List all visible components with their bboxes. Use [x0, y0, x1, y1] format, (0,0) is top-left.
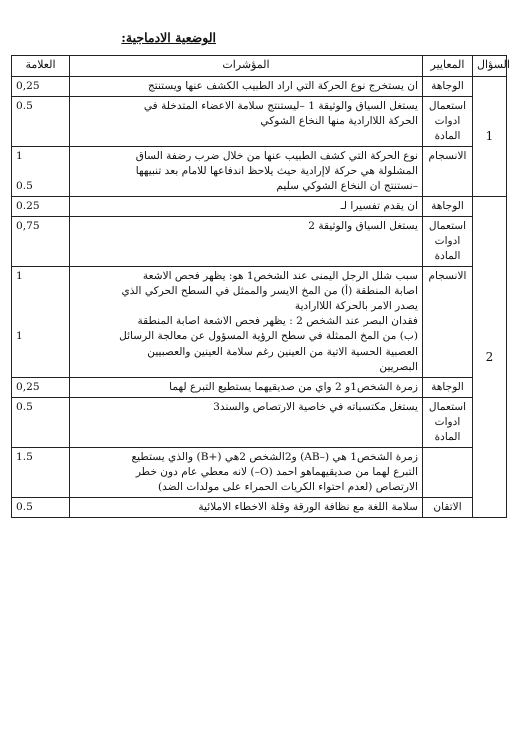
- table-row: [12, 97, 507, 147]
- criterion-cell: [423, 77, 473, 97]
- indicator-line: البصريين: [379, 360, 418, 373]
- mark-value: 0,25: [16, 380, 40, 393]
- indicator-line: زمرة الشخص1 هي (–AB) و2الشخص 2هي (+B) والذي يستطيع: [131, 450, 418, 463]
- criterion-cell: [423, 217, 473, 267]
- criterion-cell: [423, 267, 473, 377]
- header-mark: العلامة: [12, 56, 70, 77]
- indicator-line: ان يقدم تفسيرا لـ: [340, 200, 418, 213]
- question-cell: [473, 197, 507, 518]
- table-row: [12, 77, 507, 97]
- mark-cell: [12, 217, 70, 267]
- table-row: [12, 377, 507, 397]
- mark-value: 1: [16, 150, 23, 163]
- criterion-label: ادوات: [434, 235, 461, 248]
- mark-value: 0.25: [16, 200, 40, 213]
- indicator-cell: [70, 77, 423, 97]
- table-row: [12, 267, 507, 377]
- indicator-cell: [70, 217, 423, 267]
- mark-value: 0.5: [16, 500, 33, 513]
- question-cell: [473, 77, 507, 197]
- indicator-line: سلامة اللغة مع نظافة الورقة وقلة الاخطاء الاملائية: [198, 500, 418, 513]
- mark-value: 0.5: [16, 180, 33, 193]
- mark-value: [16, 164, 65, 179]
- table-row: [12, 217, 507, 267]
- indicator-line: –نستنتج ان النخاع الشوكي سليم: [276, 180, 418, 193]
- indicator-cell: [70, 147, 423, 197]
- indicator-line: اصابة المنطقة (أ) من المخ الايسر والممثل في السطح الحركي الذي: [121, 285, 418, 298]
- indicator-line: العصبية الحسية الاتية من العينين رغم سلامة العينين والعصبيين: [147, 345, 418, 358]
- mark-cell: [12, 497, 70, 517]
- criterion-label: ادوات: [434, 115, 461, 128]
- indicator-cell: [70, 267, 423, 377]
- mark-value: [16, 360, 65, 375]
- header-row: [12, 56, 507, 77]
- mark-value: [16, 284, 65, 299]
- indicator-line: سبب شلل الرجل اليمنى عند الشخص1 هو: يظهر فحص الاشعة: [142, 270, 418, 283]
- table-body: [12, 77, 507, 518]
- mark-cell: [12, 197, 70, 217]
- indicator-cell: [70, 197, 423, 217]
- criterion-label: استعمال: [428, 220, 467, 233]
- indicator-cell: [70, 497, 423, 517]
- mark-cell: [12, 397, 70, 447]
- indicator-line: (ب) من المخ الممثلة في سطح الرؤية المسؤول عن معالجة الرسائل: [119, 330, 418, 343]
- mark-value: [16, 345, 65, 360]
- header-indicators: المؤشرات: [70, 56, 423, 77]
- indicator-line: يستغل السياق والوثيقة 1 –ليستنتج سلامة الاعضاء المتدخلة في: [143, 100, 418, 113]
- table-row: [12, 197, 507, 217]
- mark-value: [16, 314, 65, 329]
- page-title: الوضعية الادماجية:: [121, 30, 216, 45]
- indicator-line: نوع الحركة التي كشف الطبيب عنها من خلال ضرب رضفة الساق: [135, 150, 418, 163]
- question-number: 2: [485, 349, 494, 364]
- criterion-label: المادة: [434, 250, 461, 263]
- indicator-line: الارتصاص (لعدم احتواء الكريات الحمراء على مولدات الضد): [157, 480, 418, 493]
- mark-value: 0.5: [16, 400, 33, 413]
- mark-cell: [12, 77, 70, 97]
- indicator-line: الحركة اللاارادية منها النخاع الشوكي: [260, 115, 418, 128]
- mark-cell: [12, 97, 70, 147]
- grading-table: [11, 55, 510, 518]
- criterion-label: الاتقان: [433, 500, 462, 513]
- criterion-label: الوجاهة: [431, 200, 464, 213]
- table-row: [12, 497, 507, 517]
- indicator-line: فقدان البصر عند الشخص 2 : يظهر فحص الاشعة اصابة المنطقة: [137, 315, 418, 328]
- indicator-cell: [70, 447, 423, 497]
- criterion-label: استعمال: [428, 100, 467, 113]
- criterion-cell: [423, 377, 473, 397]
- criterion-cell: [423, 97, 473, 147]
- header-question: السؤال: [473, 56, 507, 77]
- indicator-cell: [70, 97, 423, 147]
- criterion-label: استعمال: [428, 400, 467, 413]
- criterion-cell: [423, 497, 473, 517]
- mark-value: [16, 299, 65, 314]
- mark-cell: [12, 377, 70, 397]
- indicator-cell: [70, 377, 423, 397]
- criterion-cell: [423, 147, 473, 197]
- criterion-cell: [423, 397, 473, 447]
- criterion-label: الوجاهة: [431, 380, 464, 393]
- criterion-cell: [423, 447, 473, 497]
- criterion-label: الانسجام: [428, 150, 467, 163]
- mark-value: 0,75: [16, 220, 40, 233]
- criterion-label: ادوات: [434, 415, 461, 428]
- indicator-line: زمرة الشخص1و 2 واي من صديقيهما يستطيع التبرع لهما: [169, 380, 418, 393]
- mark-cell: [12, 447, 70, 497]
- header-criteria: المعايير: [423, 56, 473, 77]
- mark-value: 1.5: [16, 450, 33, 463]
- mark-value: 1: [16, 330, 23, 343]
- indicator-line: ان يستخرج نوع الحركة التي اراد الطبيب الكشف عنها ويستنتج: [147, 80, 418, 92]
- indicator-line: التبرع لهما من صديقيهماهو احمد (O–) لانه معطي عام دون خطر: [135, 465, 418, 478]
- criterion-label: الوجاهة: [431, 80, 464, 92]
- indicator-line: يصدر الامر بالحركة اللاارادية: [294, 300, 418, 313]
- indicator-line: المشلولة هي حركة لاإرادية حيث يلاحظ اندفاعها للامام بعد تنبيهها: [135, 165, 418, 178]
- criterion-label: المادة: [434, 130, 461, 143]
- table-row: [12, 147, 507, 197]
- criterion-cell: [423, 197, 473, 217]
- table-row: [12, 397, 507, 447]
- criterion-label: المادة: [434, 430, 461, 443]
- mark-cell: [12, 147, 70, 197]
- indicator-cell: [70, 397, 423, 447]
- question-number: 1: [485, 129, 494, 144]
- indicator-line: يستغل مكتسباته في خاصية الارتصاص والسند3: [213, 400, 418, 413]
- indicator-line: يستغل السياق والوثيقة 2: [308, 220, 418, 233]
- criterion-label: الانسجام: [428, 270, 467, 283]
- mark-value: 0.5: [16, 100, 33, 113]
- table-row: [12, 447, 507, 497]
- mark-value: 0,25: [16, 80, 40, 92]
- mark-value: 1: [16, 270, 23, 283]
- mark-cell: [12, 267, 70, 377]
